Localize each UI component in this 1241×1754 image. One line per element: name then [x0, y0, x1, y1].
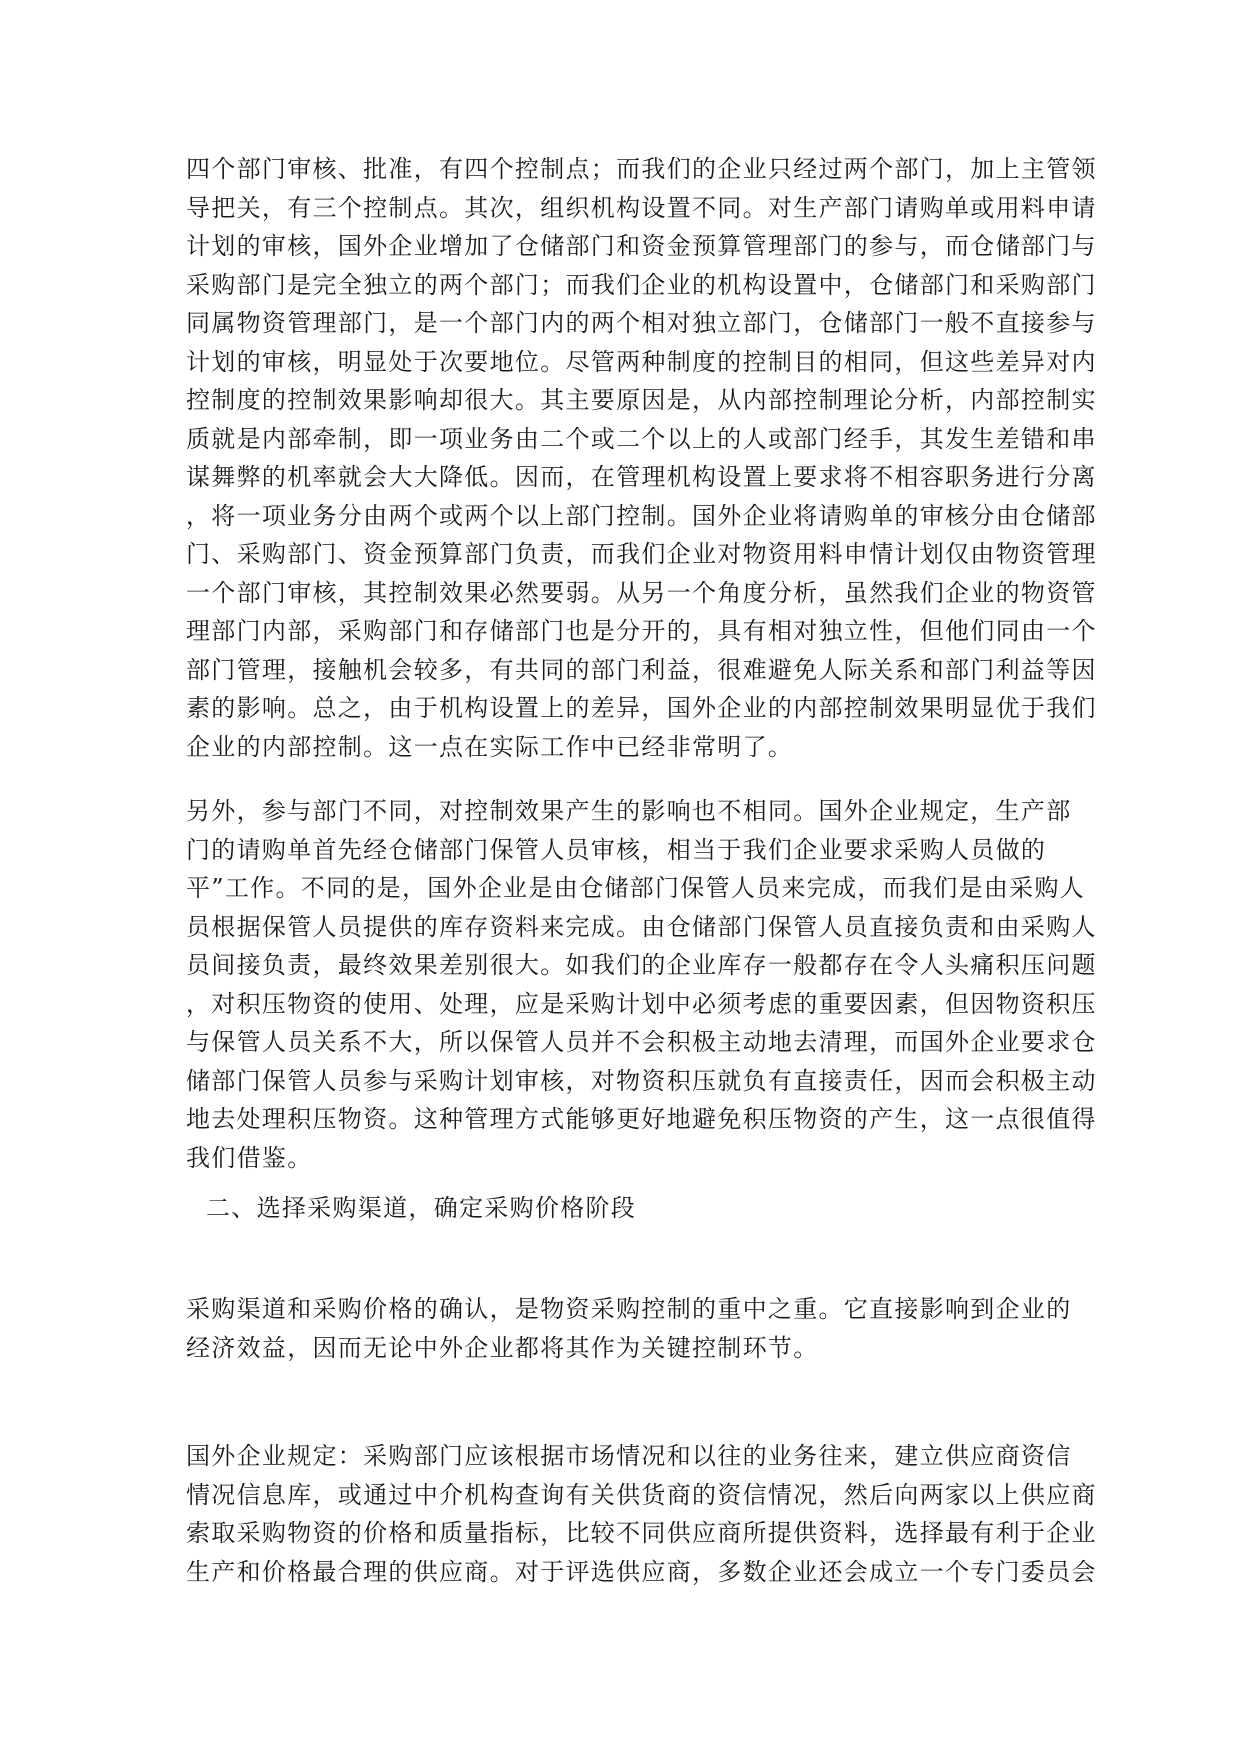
text-line: 门、采购部门、资金预算部门负责，而我们企业对物资用料申情计划仅由物资管理 [186, 540, 1097, 568]
text-line: 另外，参与部门不同，对控制效果产生的影响也不相同。国外企业规定，生产部 [186, 797, 1072, 825]
text-line: 同属物资管理部门，是一个部门内的两个相对独立部门，仓储部门一般不直接参与 [186, 309, 1097, 337]
text-line: 企业的内部控制。这一点在实际工作中已经非常明了。 [186, 732, 794, 761]
text-line: 生产和价格最合理的供应商。对于评选供应商，多数企业还会成立一个专门委员会 [186, 1557, 1097, 1586]
text-line: 部门管理，接触机会较多，有共同的部门利益，很难避免人际关系和部门利益等因 [186, 655, 1097, 684]
text-line: 计划的审核，明显处于次要地位。尽管两种制度的控制目的相同，但这些差异对内 [186, 347, 1097, 376]
text-line: 四个部门审核、批准，有四个控制点；而我们的企业只经过两个部门，加上主管领 [186, 155, 1097, 183]
paragraph-purchase-channels [186, 1290, 1072, 1367]
section-heading [206, 1189, 1086, 1228]
text-line: 地去处理积压物资。这种管理方式能够更好地避免积压物资的产生，这一点很值得 [186, 1105, 1097, 1133]
text-line: 采购部门是完全独立的两个部门；而我们企业的机构设置中，仓储部门和采购部门 [186, 270, 1097, 299]
text-line: ，将一项业务分由两个或两个以上部门控制。国外企业将请购单的审核分由仓储部 [186, 501, 1097, 530]
text-line: 采购渠道和采购价格的确认，是物资采购控制的重中之重。它直接影响到企业的 [186, 1295, 1072, 1323]
paragraph-supplier-rules [186, 1437, 1097, 1591]
text-line: 储部门保管人员参与采购计划审核，对物资积压就负有直接责任，因而会积极主动 [186, 1066, 1097, 1095]
text-line: 谋舞弊的机率就会大大降低。因而，在管理机构设置上要求将不相容职务进行分离 [186, 463, 1097, 491]
paragraph-control-points [186, 150, 1097, 766]
text-line: ，对积压物资的使用、处理，应是采购计划中必须考虑的重要因素，但因物资积压 [186, 989, 1097, 1018]
text-line: 与保管人员关系不大，所以保管人员并不会积极主动地去清理，而国外企业要求仓 [186, 1028, 1097, 1056]
text-line: 控制度的控制效果影响却很大。其主要原因是，从内部控制理论分析，内部控制实 [186, 386, 1097, 414]
text-line: 计划的审核，国外企业增加了仓储部门和资金预算管理部门的参与，而仓储部门与 [186, 232, 1097, 260]
text-line: 理部门内部，采购部门和存储部门也是分开的，具有相对独立性，但他们同由一个 [186, 617, 1097, 645]
paragraph-participating-departments [186, 792, 1097, 1177]
text-line: 素的影响。总之，由于机构设置上的差异，国外企业的内部控制效果明显优于我们 [186, 694, 1097, 722]
text-line: 国外企业规定：采购部门应该根据市场情况和以往的业务往来，建立供应商资信 [186, 1442, 1072, 1470]
section-heading-text: 二、选择采购渠道，确定采购价格阶段 [206, 1194, 637, 1222]
text-line: 情况信息库，或通过中介机构查询有关供货商的资信情况，然后向两家以上供应商 [186, 1480, 1097, 1509]
text-line: 员间接负责，最终效果差别很大。如我们的企业库存一般都存在令人头痛积压问题 [186, 951, 1097, 979]
text-line: 质就是内部牵制，即一项业务由二个或二个以上的人或部门经手，其发生差错和串 [186, 424, 1097, 453]
text-line: 经济效益，因而无论中外企业都将其作为关键控制环节。 [186, 1333, 819, 1362]
text-line: 一个部门审核，其控制效果必然要弱。从另一个角度分析，虽然我们企业的物资管 [186, 578, 1097, 607]
text-line: 索取采购物资的价格和质量指标，比较不同供应商所提供资料，选择最有利于企业 [186, 1519, 1097, 1547]
text-line: 门的请购单首先经仓储部门保管人员审核，相当于我们企业要求采购人员做的 [186, 835, 1047, 864]
text-line: 我们借鉴。 [186, 1143, 313, 1172]
text-line: 导把关，有三个控制点。其次，组织机构设置不同。对生产部门请购单或用料申请 [186, 193, 1097, 222]
text-line: 员根据保管人员提供的库存资料来完成。由仓储部门保管人员直接负责和由采购人 [186, 912, 1097, 941]
text-line: 平”工作。不同的是，国外企业是由仓储部门保管人员来完成，而我们是由采购人 [186, 874, 1086, 902]
